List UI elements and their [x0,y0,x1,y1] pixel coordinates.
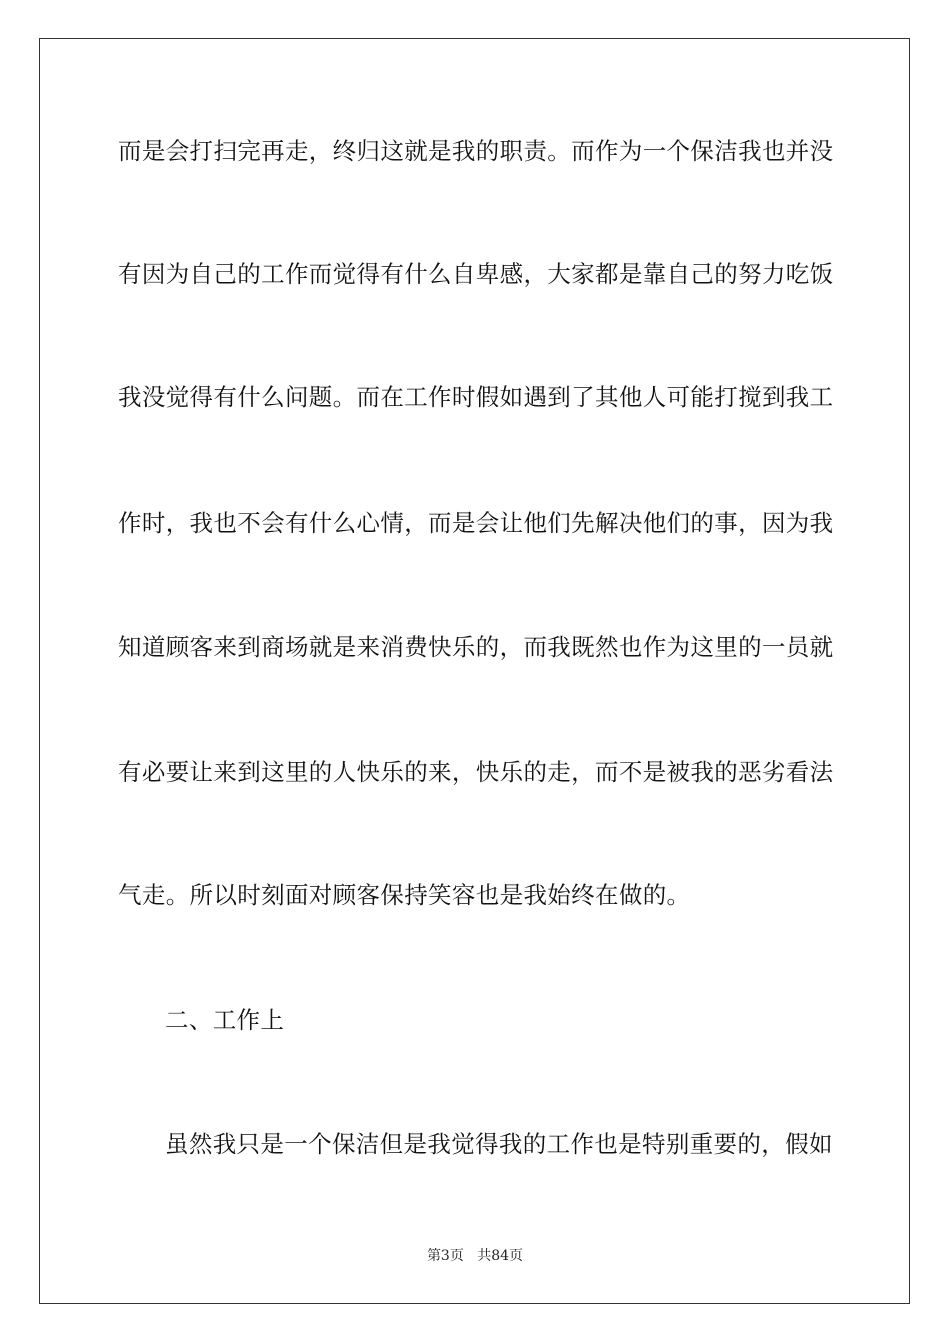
page-footer [0,1247,950,1265]
body-line-6: 有必要让来到这里的人快乐的来，快乐的走，而不是被我的恶劣看法 [118,758,834,786]
body-line-4: 作时，我也不会有什么心情，而是会让他们先解决他们的事，因为我 [118,509,834,537]
body-line-7: 气走。所以时刻面对顾客保持笑容也是我始终在做的。 [118,881,691,909]
paragraph-first-line: 虽然我只是一个保洁但是我觉得我的工作也是特别重要的，假如 [165,1130,833,1158]
section-heading: 二、工作上 [165,1006,285,1034]
body-line-2: 有因为自己的工作而觉得有什么自卑感，大家都是靠自己的努力吃饭 [118,260,834,288]
body-line-1: 而是会打扫完再走，终归这就是我的职责。而作为一个保洁我也并没 [118,137,834,165]
page-total: 共84页 [477,1248,524,1264]
body-line-5: 知道顾客来到商场就是来消费快乐的，而我既然也作为这里的一员就 [118,633,834,661]
page-border [39,38,910,1304]
body-line-3: 我没觉得有什么问题。而在工作时假如遇到了其他人可能打搅到我工 [118,383,834,411]
page-number: 第3页 [426,1248,464,1264]
